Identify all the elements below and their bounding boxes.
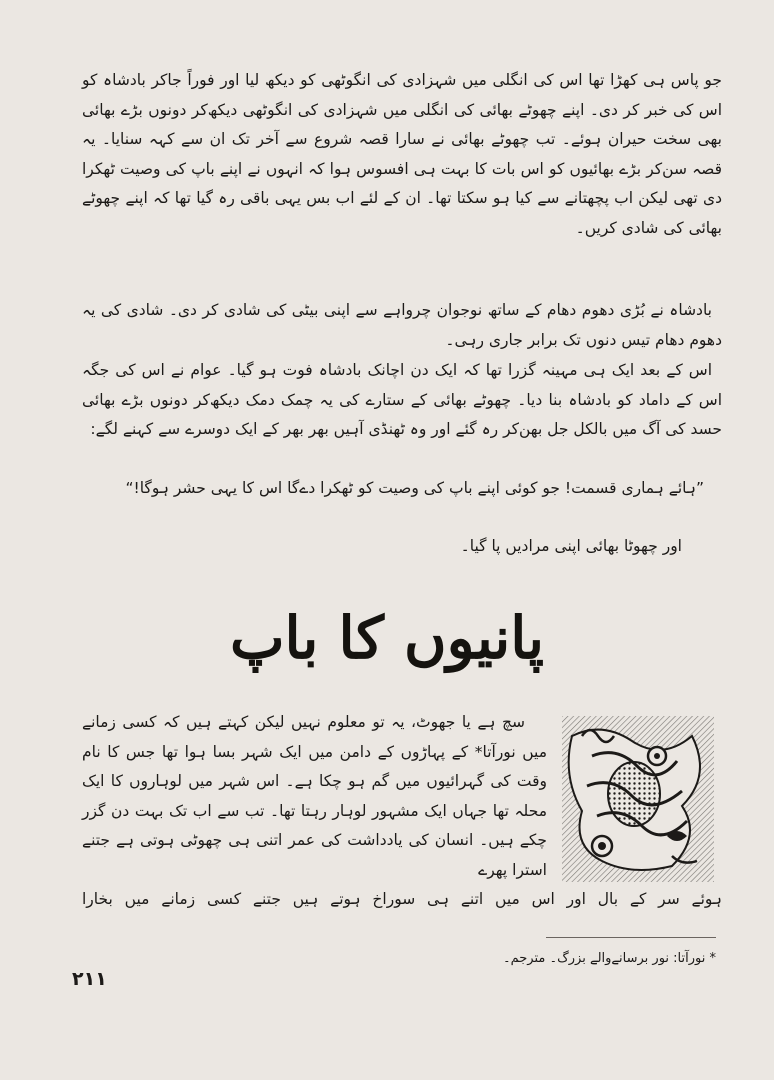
ornamental-bird-illustration-icon — [562, 716, 714, 882]
page-number: ۲۱۱ — [72, 968, 107, 990]
footnote-divider — [546, 937, 716, 938]
paragraph-5 — [82, 532, 722, 562]
chapter-opening-paragraph: سچ ہے یا جھوٹ، یہ تو معلوم نہیں لیکن کہتے ہیں کہ کسی زمانے میں نورآتا* کے پہاڑوں کے دامن میں ایک شہر بسا ہوا تھا جس کا نام وقت کی گہرائیوں میں گم ہو چکا ہے۔ اس شہر میں لوہاروں کا ایک محلہ تھا جہاں ایک مشہور لوہار رہتا تھا۔ تب سے اب تک بہت دن گزر چکے ہیں۔ انسان کی یادداشت کی عمر اتنی ہی چھوٹی ہوتی ہے جتنے استرا پھرے — [82, 713, 547, 879]
footnote: * نورآتا: نور برسانےوالے بزرگ۔ مترجم۔ — [503, 951, 716, 966]
paragraph-4-quote — [82, 474, 722, 504]
chapter-opening-text — [82, 708, 547, 885]
paragraph-text: جو پاس ہی کھڑا تھا اس کی انگلی میں شہزادی کی انگوٹھی کو دیکھ لیا اور فوراً جاکر بادشاہ کو اس کی خبر کر دی۔ اپنے چھوٹے بھائی کی انگلی میں شہزادی کی انگوٹھی دیکھ‌کر دونوں بڑے بھائی بھی سخت حیران ہوئے۔ تب چھوٹے بھائی نے سارا قصہ شروع سے آخر تک ان سے کہہ سنایا۔ یہ قصہ سن‌کر بڑے بھائیوں کو اس بات کا بہت ہی افسوس ہوا کہ انہوں نے اپنے باپ کی وصیت ٹھکرا دی تھی لیکن اب پچھتانے سے کیا ہو سکتا تھا۔ ان کے لئے اب بس یہی باقی رہ گیا تھا کہ اپنے چھوٹے بھائی کی شادی کریں۔ — [82, 71, 722, 237]
paragraph-3 — [82, 356, 722, 445]
chapter-continuation-line: ہوئے سر کے بال اور اس میں اتنے ہی سوراخ ہوتے ہیں جتنے کسی زمانے میں بخارا — [82, 890, 722, 908]
paragraph-text: اس کے بعد ایک ہی مہینہ گزرا تھا کہ ایک دن اچانک بادشاہ فوت ہو گیا۔ عوام نے اس کی جگہ اس کے داماد کو بادشاہ بنا دیا۔ چھوٹے بھائی کے ستارے کی یہ چمک دمک دیکھ‌کر دونوں بڑے بھائی حسد کی آگ میں بالکل جل بھن‌کر رہ گئے اور وہ ٹھنڈی آہیں بھر بھر کے ایک دوسرے سے کہنے لگے: — [82, 361, 722, 438]
paragraph-text: ”ہائے ہماری قسمت! جو کوئی اپنے باپ کی وصیت کو ٹھکرا دےگا اس کا یہی حشر ہوگا!“ — [125, 479, 704, 497]
paragraph-2 — [82, 296, 722, 355]
paragraph-text: اور چھوٹا بھائی اپنی مرادیں پا گیا۔ — [460, 537, 682, 555]
paragraph-1 — [82, 66, 722, 243]
paragraph-text: بادشاہ نے بُڑی دھوم دھام کے ساتھ نوجوان چرواہے سے اپنی بیٹی کی شادی کر دی۔ شادی کی یہ دھوم دھام تیس دنوں تک برابر جاری رہی۔ — [82, 301, 722, 349]
chapter-title: پانیوں کا باپ — [229, 604, 545, 672]
